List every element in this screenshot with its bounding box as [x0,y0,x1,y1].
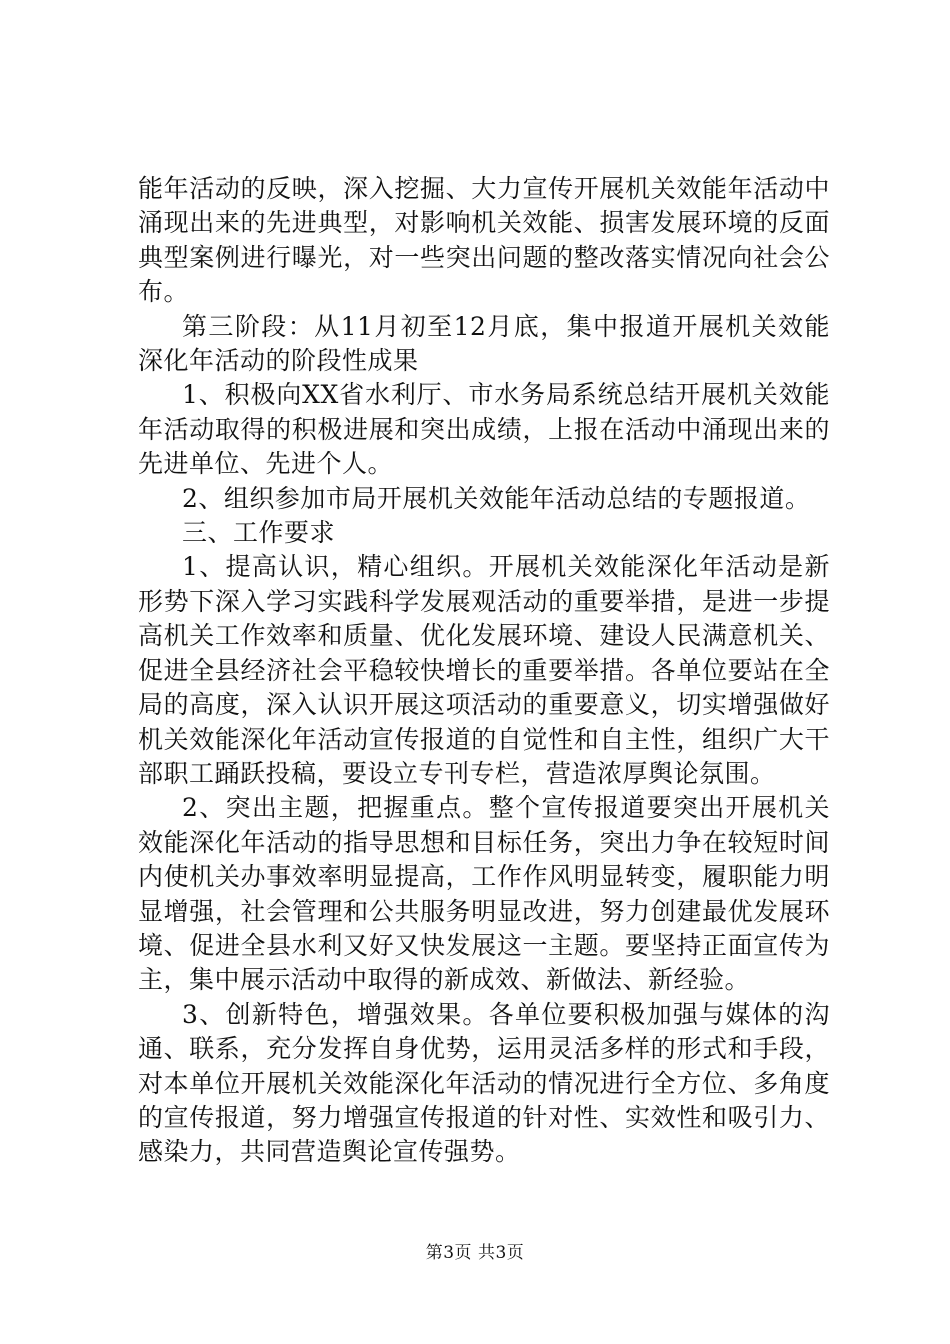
paragraph-phase-three-item-1: 1、积极向XX省水利厅、市水务局系统总结开展机关效能年活动取得的积极进展和突出成绩，上报在活动中涌现出来的先进单位、先进个人。 [138,380,830,479]
page-number-footer: 第3页 共3页 [425,1243,525,1263]
paragraph-continuation: 能年活动的反映，深入挖掘、大力宣传开展机关效能年活动中涌现出来的先进典型，对影响机关效能、损害发展环境的反面典型案例进行曝光，对一些突出问题的整改落实情况向社会公布。 [138,174,830,307]
section-heading-work-requirements: 三、工作要求 [182,518,336,548]
paragraph-phase-three: 第三阶段：从11月初至12月底，集中报道开展机关效能深化年活动的阶段性成果 [138,311,830,376]
paragraph-requirement-2: 2、突出主题，把握重点。整个宣传报道要突出开展机关效能深化年活动的指导思想和目标任务，突出力争在较短时间内使机关办事效率明显提高，工作作风明显转变，履职能力明显增强，社会管理和公共服务明显改进，努力创建最优发展环境、促进全县水利又好又快发展这一主题。要坚持正面宣传为主，集中展示活动中取得的新成效、新做法、新经验。 [138,793,830,995]
paragraph-requirement-3: 3、创新特色，增强效果。各单位要积极加强与媒体的沟通、联系，充分发挥自身优势，运用灵活多样的形式和手段，对本单位开展机关效能深化年活动的情况进行全方位、多角度的宣传报道，努力增强宣传报道的针对性、实效性和吸引力、感染力，共同营造舆论宣传强势。 [138,999,830,1167]
document-body [138,172,830,1170]
paragraph-phase-three-item-2: 2、组织参加市局开展机关效能年活动总结的专题报道。 [182,483,811,513]
paragraph-requirement-1: 1、提高认识，精心组织。开展机关效能深化年活动是新形势下深入学习实践科学发展观活动的重要举措，是进一步提高机关工作效率和质量、优化发展环境、建设人民满意机关、促进全县经济社会平稳较快增长的重要举措。各单位要站在全局的高度，深入认识开展这项活动的重要意义，切实增强做好机关效能深化年活动宣传报道的自觉性和自主性，组织广大干部职工踊跃投稿，要设立专刊专栏，营造浓厚舆论氛围。 [138,552,830,788]
